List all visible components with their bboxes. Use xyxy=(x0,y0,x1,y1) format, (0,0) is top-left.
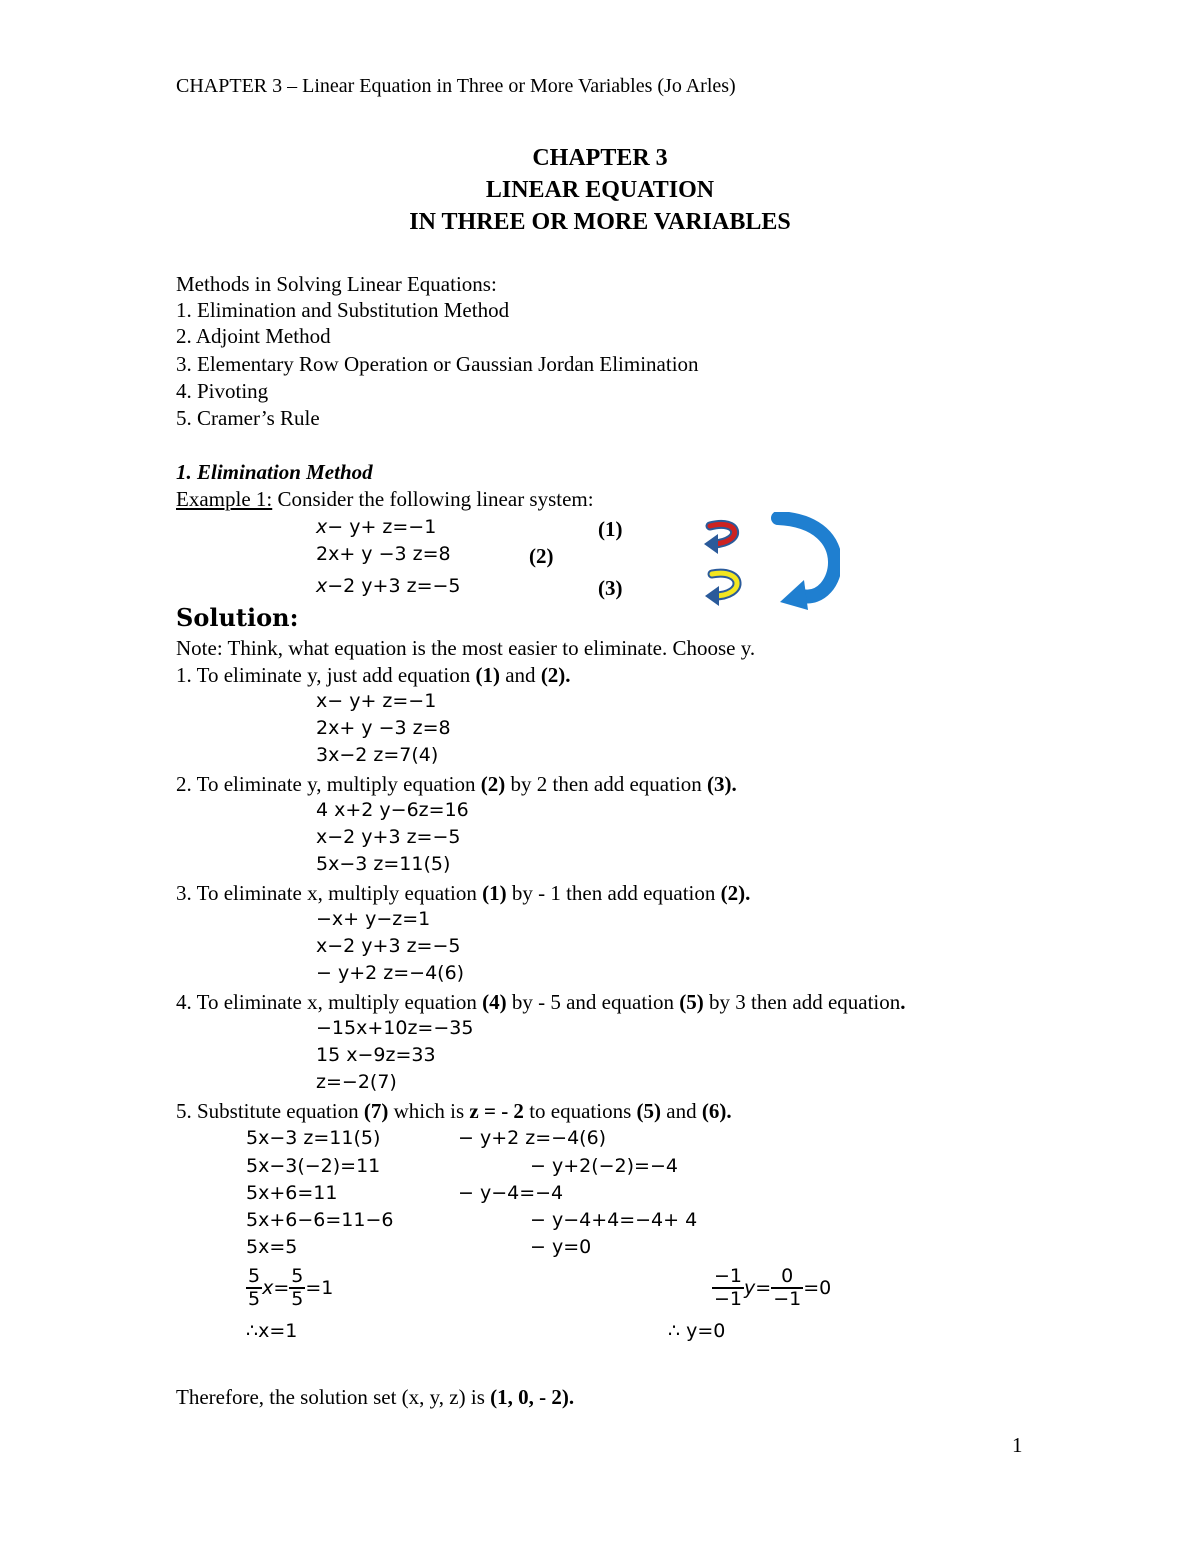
step-4-equation: z=−2(7) xyxy=(316,1071,397,1093)
step-3-equation: x−2 y+3 z=−5 xyxy=(316,935,461,957)
section-heading: 1. Elimination Method xyxy=(176,460,373,484)
elimination-arrows-illustration xyxy=(700,512,840,612)
step-3-equation: − y+2 z=−4(6) xyxy=(316,962,465,984)
system-equation-2: 2x+ y −3 z=8 xyxy=(316,543,451,565)
solution-note: Note: Think, what equation is the most easier to eliminate. Choose y. xyxy=(176,636,756,660)
method-item: 2. Adjoint Method xyxy=(176,324,331,348)
result-y: ∴ y=0 xyxy=(668,1320,726,1342)
fraction-x-equation: $\frac{5}{5}$ x= $\frac{5}{5}$ =1 xyxy=(248,1265,334,1310)
step-4: 4. To eliminate x, multiply equation (4) by - 5 and equation (5) by 3 then add equation. xyxy=(176,990,906,1014)
result-x: ∴x=1 xyxy=(246,1320,298,1342)
page-number: 1 xyxy=(1012,1433,1023,1457)
method-item: 4. Pivoting xyxy=(176,379,269,403)
step-2-equation: x−2 y+3 z=−5 xyxy=(316,826,461,848)
substitution-right: − y−4=−4 xyxy=(458,1182,564,1204)
step-2: 2. To eliminate y, multiply equation (2) by 2 then add equation (3). xyxy=(176,772,737,796)
solution-heading: Solution: xyxy=(176,603,299,632)
step-2-equation: 4 x+2 y−6z=16 xyxy=(316,799,469,821)
substitution-left: 5x=5 xyxy=(246,1236,298,1258)
substitution-left: 5x−3(−2)=11 xyxy=(246,1155,381,1177)
step-3-equation: −x+ y−z=1 xyxy=(316,908,431,930)
step-1-equation: 3x−2 z=7(4) xyxy=(316,744,439,766)
yellow-curved-arrow-icon xyxy=(705,573,737,606)
conclusion: Therefore, the solution set (x, y, z) is (1, 0, - 2). xyxy=(176,1385,575,1409)
method-item: 5. Cramer’s Rule xyxy=(176,406,320,430)
step-4-equation: −15x+10z=−35 xyxy=(316,1017,474,1039)
equation-tag-1: (1) xyxy=(598,517,623,541)
example-label: Example 1: xyxy=(176,487,273,511)
system-equation-3: x−2 y+3 z=−5 xyxy=(316,575,461,597)
substitution-left: 5x−3 z=11(5) xyxy=(246,1127,381,1149)
step-1-equation: 2x+ y −3 z=8 xyxy=(316,717,451,739)
step-3: 3. To eliminate x, multiply equation (1) by - 1 then add equation (2). xyxy=(176,881,751,905)
running-header: CHAPTER 3 – Linear Equation in Three or More Variables (Jo Arles) xyxy=(176,75,736,97)
substitution-left: 5x+6=11 xyxy=(246,1182,338,1204)
example-line xyxy=(176,486,594,512)
red-curved-arrow-icon xyxy=(704,524,735,554)
equation-tag-3: (3) xyxy=(598,576,623,600)
method-item: 3. Elementary Row Operation or Gaussian Jordan Elimination xyxy=(176,352,699,376)
substitution-right: − y=0 xyxy=(530,1236,592,1258)
system-equation-1: x− y+ z=−1 xyxy=(316,516,437,538)
substitution-right: − y+2(−2)=−4 xyxy=(530,1155,678,1177)
example-text: Consider the following linear system: xyxy=(272,487,594,511)
methods-heading: Methods in Solving Linear Equations: xyxy=(176,272,497,296)
step-1: 1. To eliminate y, just add equation (1) and (2). xyxy=(176,663,571,687)
step-4-equation: 15 x−9z=33 xyxy=(316,1044,436,1066)
step-1-equation: x− y+ z=−1 xyxy=(316,690,437,712)
substitution-right: − y−4+4=−4+ 4 xyxy=(530,1209,698,1231)
equation-tag-2: (2) xyxy=(529,544,554,568)
fraction-y-equation: $\frac{-1}{-1}$ y= $\frac{0}{-1}$ =0 xyxy=(714,1265,832,1310)
chapter-title: CHAPTER 3 xyxy=(532,145,668,171)
step-5: 5. Substitute equation (7) which is z = - 2 to equations (5) and (6). xyxy=(176,1099,732,1123)
blue-curved-arrow-icon xyxy=(778,518,835,610)
substitution-left: 5x+6−6=11−6 xyxy=(246,1209,394,1231)
chapter-subtitle-1: LINEAR EQUATION xyxy=(485,177,715,203)
substitution-right: − y+2 z=−4(6) xyxy=(458,1127,607,1149)
step-2-equation: 5x−3 z=11(5) xyxy=(316,853,451,875)
chapter-subtitle-2: IN THREE OR MORE VARIABLES xyxy=(409,209,791,235)
method-item: 1. Elimination and Substitution Method xyxy=(176,298,510,322)
